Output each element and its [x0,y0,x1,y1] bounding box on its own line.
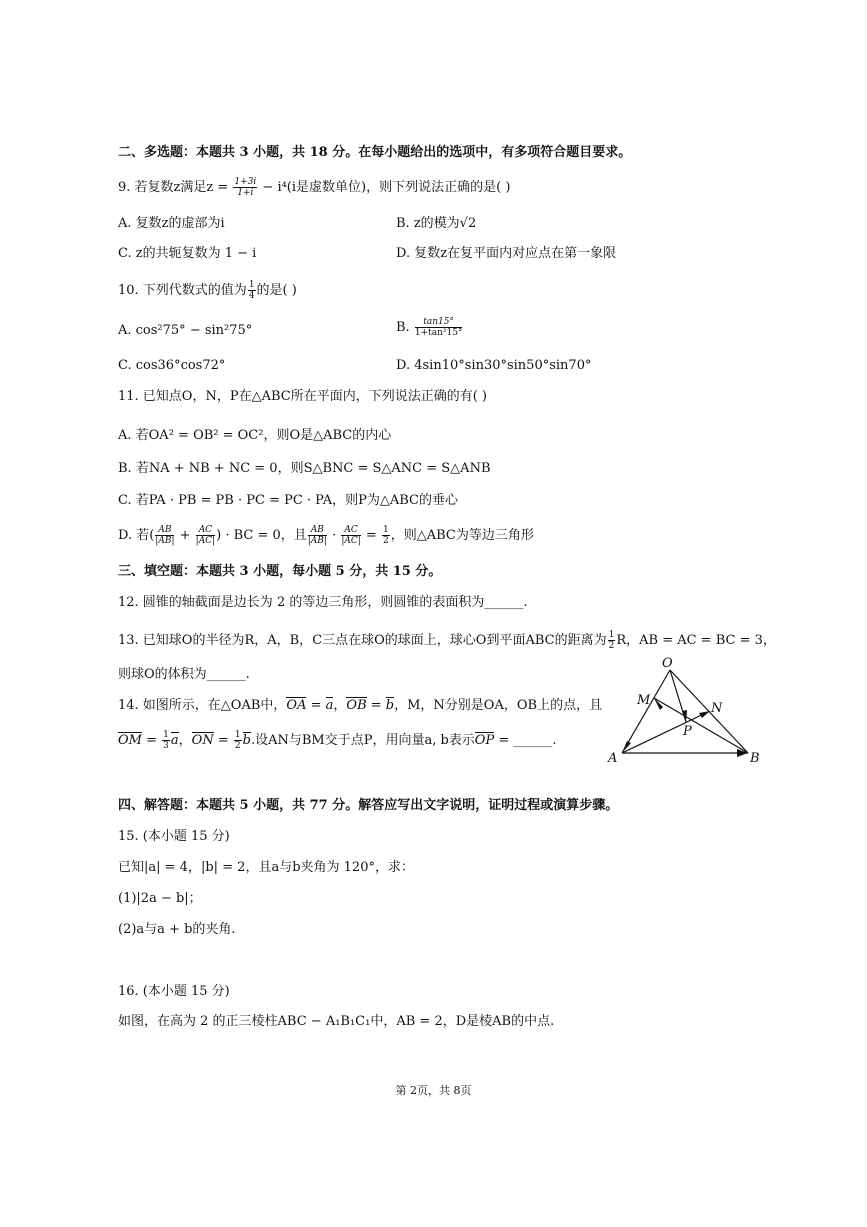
segment-an [622,711,710,753]
q14-f2-num: 1 [234,730,241,740]
q9-stem-start: 9. 若复数z满足z = [118,180,233,195]
question-9-stem [118,177,510,198]
q10-b-den: 1+tan²15° [414,328,463,338]
vector-a-2: a [170,733,179,748]
q11d-f2-den: |AC| [195,536,216,546]
segment-bm [654,698,748,753]
q10-b-num: tan15° [415,317,463,328]
q11d-frac-2 [196,525,215,546]
segment-oa [622,670,670,753]
q9-option-d: D. 复数z在复平面内对应点在第一象限 [396,246,617,261]
question-12: 12. 圆锥的轴截面是边长为 2 的等边三角形，则圆锥的表面积为______. [118,595,528,610]
q11d-part-d: ，则△ABC为等边三角形 [390,528,534,543]
question-13-line-1 [118,630,776,651]
question-16-title: 16. (本小题 15 分) [118,984,230,999]
q14-part-b: ，M，N分别是OA，OB上的点，且 [394,698,603,713]
q10-option-b [396,317,463,338]
vector-om: OM [118,733,142,748]
q11d-half-num: 1 [382,525,389,535]
q10-fraction [248,280,256,301]
question-10-stem [118,280,297,301]
q13-frac-den: 2 [608,641,615,651]
label-b: B [750,751,760,766]
arrowhead-n [699,711,710,718]
q11d-frac-1 [155,525,174,546]
q14-sep2: ， [178,733,192,748]
q9-option-c: C. z的共轭复数为 1 − i [118,246,257,261]
q11d-f4-num: AC [341,525,360,536]
q10-frac-den: 4 [248,291,255,301]
q11d-half [382,525,390,546]
q9-stem-end: − i⁴(i是虚数单位)，则下列说法正确的是( ) [258,180,511,195]
q9-frac-den: 1+i [237,188,254,198]
q11d-f1-num: AB [155,525,174,536]
question-11-stem: 11. 已知点O，N，P在△ABC所在平面内，下列说法正确的有( ) [118,389,487,404]
label-p: P [683,724,692,739]
q11d-f3-num: AB [308,525,327,536]
q11d-f2-num: AC [196,525,215,536]
q11d-frac-4 [341,525,360,546]
question-15-part-1: (1)|2a − b|； [118,891,202,906]
q11-option-a: A. 若OA² = OB² = OC²，则O是△ABC的内心 [118,428,392,443]
question-13-line-2: 则球O的体积为______. [118,667,250,682]
section-3-heading: 三、填空题：本题共 3 小题，每小题 5 分，共 15 分。 [118,564,442,579]
q9-fraction [233,177,257,198]
question-15-given: 已知|a| = 4，|b| = 2，且a与b夹角为 120°，求： [118,860,414,875]
q14-part-a: 14. 如图所示，在△OAB中， [118,698,287,713]
q14-part-d: = ______. [494,733,557,748]
q11-option-d [118,525,534,546]
page-footer: 第 2页，共 8页 [395,1084,472,1097]
q10-frac-num: 1 [248,280,255,290]
vector-b: b [385,698,395,713]
q11d-half-den: 2 [382,536,389,546]
q14-f1-den: 3 [163,741,169,751]
vector-op: OP [474,733,495,748]
q14-frac-1 [162,730,170,751]
question-16-text: 如图，在高为 2 的正三棱柱ABC − A₁B₁C₁中，AB = 2，D是棱AB的中点. [118,1014,555,1029]
q11d-f1-den: |AB| [155,536,175,546]
q11d-frac-3 [308,525,327,546]
q14-sep: ， [333,698,347,713]
label-a: A [608,751,618,766]
q11d-f3-den: |AB| [307,536,327,546]
label-m: M [637,693,651,708]
q10-stem-start: 10. 下列代数式的值为 [118,283,247,298]
section-2-heading: 二、多选题：本题共 3 小题，共 18 分。在每小题给出的选项中，有多项符合题目要求。 [118,145,632,160]
q11d-equals: = [361,528,381,543]
question-14-line-1 [118,697,602,715]
q10-b-prefix: B. [396,320,414,335]
triangle-oab-figure [600,655,770,770]
q10-option-c: C. cos36°cos72° [118,358,226,373]
arrowhead-p [682,710,687,722]
q14-eq-b: = [366,698,386,713]
q11d-part-a: D. 若( [118,528,155,543]
label-o: O [662,656,673,671]
q13-fraction [608,630,616,651]
q11d-f4-den: |AC| [341,536,361,546]
question-15-title: 15. (本小题 15 分) [118,829,230,844]
q14-f1-num: 1 [163,730,169,740]
q14-eq-a: = [306,698,326,713]
q13-frac-num: 1 [608,630,615,640]
question-15-part-2: (2)a与a + b的夹角. [118,922,236,937]
q11d-dot: · [327,528,341,543]
q14-frac-2 [234,730,242,751]
q9-frac-num: 1+3i [234,177,257,187]
vector-b-2: b [242,733,251,748]
q11d-plus: + [175,528,195,543]
q14-eq1: = [141,733,162,748]
q9-option-b: B. z的模为√2 [396,216,477,231]
vector-ob: OB [346,698,367,713]
q14-part-c: .设AN与BM交于点P，用向量a, b表示 [250,733,475,748]
arrowhead-m [654,698,663,710]
q13-part-b: R，AB = AC = BC = 3， [616,633,776,648]
label-n: N [711,701,723,716]
vector-on: ON [191,733,214,748]
q9-option-a: A. 复数z的虚部为i [118,216,225,231]
q14-f2-den: 2 [234,741,241,751]
vector-oa: OA [286,698,307,713]
q11d-part-b: ) · BC = 0，且 [216,528,307,543]
q11-option-c: C. 若PA · PB = PB · PC = PC · PA，则P为△ABC的垂心 [118,493,458,508]
q14-eq2: = [213,733,233,748]
section-4-heading: 四、解答题：本题共 5 小题，共 77 分。解答应写出文字说明，证明过程或演算步骤。 [118,798,619,813]
question-14-line-2 [118,730,557,751]
q10-option-a: A. cos²75° − sin²75° [118,323,253,338]
q10-option-d: D. 4sin10°sin30°sin50°sin70° [396,358,592,373]
vector-a: a [325,698,334,713]
q11-option-b: B. 若NA + NB + NC = 0，则S△BNC = S△ANC = S△ANB [118,461,491,476]
q10-stem-end: 的是( ) [256,283,297,298]
q13-part-a: 13. 已知球O的半径为R，A，B，C三点在球O的球面上，球心O到平面ABC的距离为 [118,633,607,648]
q10-b-fraction [415,317,463,338]
